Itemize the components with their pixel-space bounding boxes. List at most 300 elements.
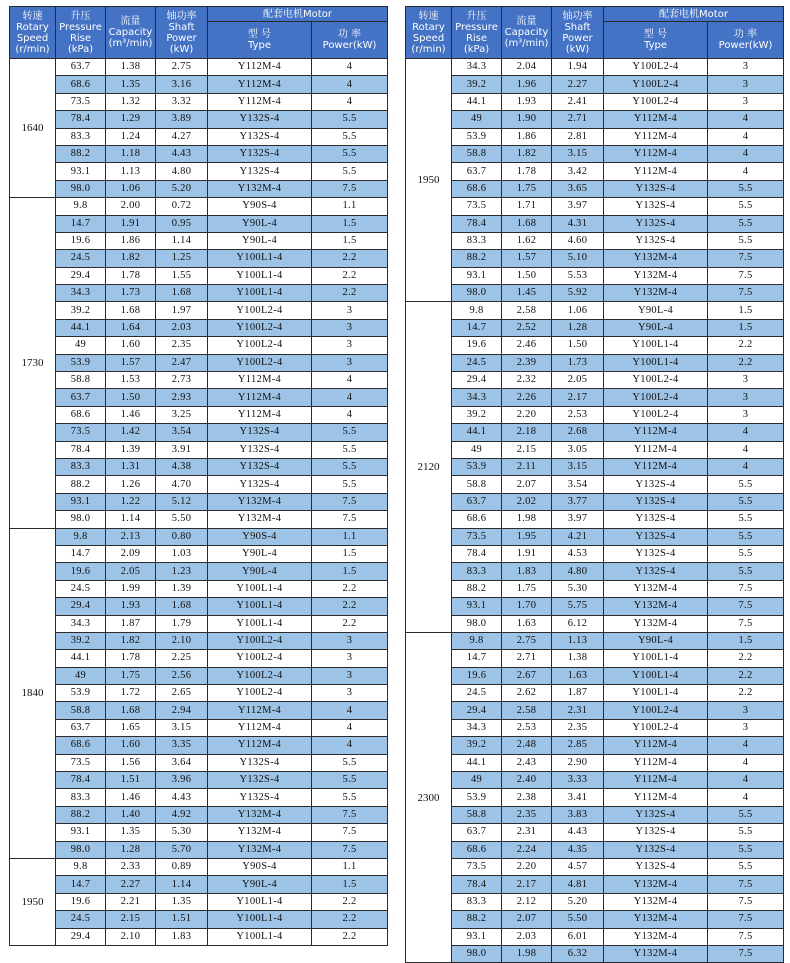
pressure-cell: 44.1 <box>452 424 502 441</box>
pressure-cell: 53.9 <box>452 458 502 475</box>
motor-type-cell: Y90S-4 <box>208 198 312 215</box>
capacity-cell: 2.71 <box>502 650 552 667</box>
pressure-cell: 24.5 <box>56 580 106 597</box>
table-row <box>10 615 388 632</box>
motor-power-cell: 1.5 <box>708 632 784 649</box>
pressure-cell: 19.6 <box>56 893 106 910</box>
capacity-cell: 1.60 <box>106 737 156 754</box>
header-line: Speed <box>412 32 445 44</box>
motor-type-cell: Y112M-4 <box>604 145 708 162</box>
table-row <box>406 406 784 423</box>
motor-power-cell: 2.2 <box>708 354 784 371</box>
capacity-cell: 1.56 <box>106 754 156 771</box>
capacity-cell: 1.82 <box>502 145 552 162</box>
capacity-cell: 1.50 <box>502 267 552 284</box>
motor-type-cell: Y100L2-4 <box>604 59 708 76</box>
capacity-cell: 1.42 <box>106 424 156 441</box>
motor-type-cell: Y132S-4 <box>208 772 312 789</box>
pressure-cell: 98.0 <box>56 180 106 197</box>
header-line: Power <box>562 32 593 44</box>
pressure-cell: 68.6 <box>452 841 502 858</box>
pressure-cell: 34.3 <box>56 285 106 302</box>
motor-type-cell: Y100L1-4 <box>604 354 708 371</box>
shaft-power-cell: 4.43 <box>156 145 208 162</box>
capacity-cell: 1.06 <box>106 180 156 197</box>
table-row <box>406 893 784 910</box>
shaft-power-cell: 4.38 <box>156 458 208 475</box>
capacity-cell: 2.43 <box>502 754 552 771</box>
pressure-cell: 39.2 <box>452 406 502 423</box>
motor-type-cell: Y100L1-4 <box>604 667 708 684</box>
capacity-cell: 2.15 <box>106 911 156 928</box>
table-row <box>10 250 388 267</box>
motor-power-cell: 4 <box>708 772 784 789</box>
motor-power-cell: 1.5 <box>312 876 388 893</box>
pressure-cell: 44.1 <box>452 93 502 110</box>
motor-type-cell: Y100L2-4 <box>208 685 312 702</box>
pressure-cell: 98.0 <box>56 841 106 858</box>
motor-power-cell: 1.5 <box>708 302 784 319</box>
shaft-power-cell: 1.83 <box>156 928 208 945</box>
capacity-cell: 2.04 <box>502 59 552 76</box>
motor-type-cell: Y100L1-4 <box>208 911 312 928</box>
pressure-cell: 73.5 <box>56 424 106 441</box>
motor-power-cell: 2.2 <box>312 285 388 302</box>
table-row <box>10 650 388 667</box>
shaft-power-cell: 2.56 <box>156 667 208 684</box>
motor-type-cell: Y100L2-4 <box>604 372 708 389</box>
motor-power-cell: 7.5 <box>708 580 784 597</box>
motor-type-cell: Y100L2-4 <box>208 319 312 336</box>
motor-power-cell: 4 <box>312 702 388 719</box>
motor-type-cell: Y112M-4 <box>208 719 312 736</box>
table-row <box>10 476 388 493</box>
motor-type-cell: Y100L1-4 <box>604 337 708 354</box>
shaft-power-cell: 1.35 <box>156 893 208 910</box>
motor-power-cell: 2.2 <box>312 893 388 910</box>
capacity-cell: 1.96 <box>502 76 552 93</box>
capacity-cell: 1.32 <box>106 93 156 110</box>
shaft-power-cell: 0.95 <box>156 215 208 232</box>
motor-type-cell: Y132S-4 <box>604 858 708 875</box>
table-row <box>406 59 784 76</box>
capacity-cell: 1.22 <box>106 493 156 510</box>
table-row <box>10 493 388 510</box>
capacity-cell: 2.00 <box>106 198 156 215</box>
motor-type-cell: Y132S-4 <box>208 424 312 441</box>
right-performance-table <box>405 6 784 963</box>
motor-type-cell: Y132S-4 <box>208 145 312 162</box>
table-row <box>10 267 388 284</box>
shaft-power-cell: 2.17 <box>552 389 604 406</box>
motor-power-cell: 3 <box>312 650 388 667</box>
pressure-cell: 93.1 <box>452 928 502 945</box>
motor-type-cell: Y132S-4 <box>604 545 708 562</box>
motor-power-header <box>312 22 388 59</box>
motor-power-cell: 2.2 <box>708 650 784 667</box>
table-row <box>406 928 784 945</box>
capacity-cell: 1.86 <box>106 232 156 249</box>
header-line: Type <box>644 40 667 51</box>
header-line: Type <box>248 40 271 51</box>
motor-power-cell: 3 <box>312 632 388 649</box>
shaft-power-header <box>156 7 208 59</box>
shaft-power-cell: 2.41 <box>552 93 604 110</box>
shaft-power-cell: 2.68 <box>552 424 604 441</box>
table-row <box>10 893 388 910</box>
motor-type-cell: Y112M-4 <box>604 163 708 180</box>
motor-type-cell: Y132S-4 <box>604 824 708 841</box>
capacity-cell: 2.67 <box>502 667 552 684</box>
table-row <box>406 372 784 389</box>
table-row <box>406 319 784 336</box>
motor-power-cell: 5.5 <box>312 111 388 128</box>
motor-type-cell: Y100L1-4 <box>208 285 312 302</box>
table-row <box>10 285 388 302</box>
table-row <box>406 632 784 649</box>
table-row <box>10 632 388 649</box>
capacity-cell: 1.78 <box>106 650 156 667</box>
capacity-cell: 2.15 <box>502 441 552 458</box>
pressure-cell: 19.6 <box>56 563 106 580</box>
motor-power-cell: 5.5 <box>708 806 784 823</box>
motor-type-cell: Y100L2-4 <box>604 389 708 406</box>
capacity-cell: 2.58 <box>502 702 552 719</box>
motor-power-cell: 5.5 <box>708 232 784 249</box>
motor-type-cell: Y132S-4 <box>208 789 312 806</box>
pressure-cell: 58.8 <box>452 806 502 823</box>
pressure-cell: 73.5 <box>452 528 502 545</box>
table-row <box>406 93 784 110</box>
table-row <box>406 111 784 128</box>
table-row <box>10 719 388 736</box>
pressure-cell: 14.7 <box>56 545 106 562</box>
shaft-power-cell: 5.10 <box>552 250 604 267</box>
capacity-cell: 1.82 <box>106 632 156 649</box>
pressure-cell: 49 <box>452 772 502 789</box>
motor-power-cell: 4 <box>708 111 784 128</box>
capacity-cell: 1.40 <box>106 806 156 823</box>
capacity-cell: 1.73 <box>106 285 156 302</box>
capacity-header <box>502 7 552 59</box>
motor-type-cell: Y112M-4 <box>208 389 312 406</box>
capacity-cell: 1.95 <box>502 528 552 545</box>
table-row <box>406 493 784 510</box>
shaft-power-cell: 1.14 <box>156 876 208 893</box>
shaft-power-cell: 4.92 <box>156 806 208 823</box>
motor-power-cell: 4 <box>708 458 784 475</box>
motor-type-cell: Y90L-4 <box>604 632 708 649</box>
shaft-power-cell: 2.03 <box>156 319 208 336</box>
pressure-cell: 93.1 <box>56 163 106 180</box>
motor-type-cell: Y112M-4 <box>604 458 708 475</box>
table-row <box>10 702 388 719</box>
shaft-power-cell: 3.64 <box>156 754 208 771</box>
capacity-cell: 2.32 <box>502 372 552 389</box>
motor-power-cell: 7.5 <box>708 285 784 302</box>
motor-power-cell: 2.2 <box>312 580 388 597</box>
header-line: (r/min) <box>411 43 446 55</box>
pressure-cell: 39.2 <box>56 632 106 649</box>
motor-type-cell: Y100L2-4 <box>208 632 312 649</box>
motor-power-cell: 5.5 <box>312 458 388 475</box>
shaft-power-cell: 5.70 <box>156 841 208 858</box>
motor-power-cell: 1.5 <box>312 563 388 580</box>
motor-type-cell: Y112M-4 <box>604 128 708 145</box>
header-line: 转速 <box>418 10 439 22</box>
pressure-cell: 68.6 <box>452 180 502 197</box>
motor-type-cell: Y132M-4 <box>604 598 708 615</box>
capacity-cell: 1.68 <box>106 702 156 719</box>
pressure-cell: 29.4 <box>56 267 106 284</box>
capacity-cell: 2.35 <box>502 806 552 823</box>
capacity-cell: 2.27 <box>106 876 156 893</box>
capacity-cell: 1.57 <box>106 354 156 371</box>
table-row <box>406 232 784 249</box>
motor-power-cell: 4 <box>312 719 388 736</box>
header-line: 轴功率 <box>166 10 197 22</box>
pressure-cell: 9.8 <box>56 528 106 545</box>
motor-type-cell: Y100L2-4 <box>208 302 312 319</box>
pressure-cell: 58.8 <box>56 702 106 719</box>
table-row <box>10 858 388 875</box>
pressure-cell: 14.7 <box>56 215 106 232</box>
shaft-power-cell: 2.71 <box>552 111 604 128</box>
motor-power-cell: 7.5 <box>312 841 388 858</box>
shaft-power-cell: 3.15 <box>552 145 604 162</box>
motor-type-cell: Y100L1-4 <box>604 650 708 667</box>
shaft-power-cell: 1.68 <box>156 598 208 615</box>
capacity-cell: 2.11 <box>502 458 552 475</box>
shaft-power-cell: 3.25 <box>156 406 208 423</box>
shaft-power-cell: 3.35 <box>156 737 208 754</box>
motor-power-cell: 5.5 <box>708 824 784 841</box>
capacity-cell: 2.31 <box>502 824 552 841</box>
motor-type-cell: Y100L2-4 <box>208 354 312 371</box>
capacity-cell: 1.35 <box>106 824 156 841</box>
shaft-power-cell: 5.50 <box>552 911 604 928</box>
shaft-power-cell: 1.68 <box>156 285 208 302</box>
pressure-cell: 24.5 <box>452 685 502 702</box>
header-line: Shaft <box>564 21 591 33</box>
shaft-power-cell: 3.54 <box>552 476 604 493</box>
motor-type-header <box>604 22 708 59</box>
pressure-cell: 83.3 <box>56 458 106 475</box>
capacity-cell: 1.99 <box>106 580 156 597</box>
motor-type-cell: Y112M-4 <box>208 59 312 76</box>
motor-type-cell: Y132M-4 <box>604 580 708 597</box>
table-row <box>10 458 388 475</box>
motor-power-cell: 1.1 <box>312 858 388 875</box>
pressure-cell: 24.5 <box>452 354 502 371</box>
header-line: Rotary <box>16 21 49 33</box>
capacity-cell: 2.53 <box>502 719 552 736</box>
motor-power-cell: 4 <box>312 76 388 93</box>
pressure-cell: 68.6 <box>56 737 106 754</box>
pressure-cell: 29.4 <box>452 702 502 719</box>
motor-type-cell: Y112M-4 <box>604 424 708 441</box>
shaft-power-cell: 2.47 <box>156 354 208 371</box>
shaft-power-cell: 4.53 <box>552 545 604 562</box>
motor-power-cell: 7.5 <box>708 928 784 945</box>
shaft-power-cell: 3.83 <box>552 806 604 823</box>
motor-power-cell: 4 <box>708 145 784 162</box>
table-row <box>10 545 388 562</box>
header-line: Power <box>166 32 197 44</box>
shaft-power-cell: 5.53 <box>552 267 604 284</box>
pressure-cell: 83.3 <box>452 232 502 249</box>
shaft-power-cell: 6.32 <box>552 945 604 962</box>
motor-power-cell: 7.5 <box>312 493 388 510</box>
shaft-power-cell: 4.43 <box>552 824 604 841</box>
motor-power-cell: 2.2 <box>312 250 388 267</box>
header-line: 转速 <box>22 10 43 22</box>
shaft-power-cell: 1.06 <box>552 302 604 319</box>
motor-type-cell: Y132S-4 <box>208 458 312 475</box>
header-line: 功 率 <box>337 29 362 40</box>
shaft-power-cell: 3.96 <box>156 772 208 789</box>
table-row <box>406 772 784 789</box>
capacity-cell: 2.20 <box>502 406 552 423</box>
shaft-power-cell: 1.87 <box>552 685 604 702</box>
capacity-cell: 2.48 <box>502 737 552 754</box>
motor-type-cell: Y132M-4 <box>604 250 708 267</box>
motor-power-cell: 2.2 <box>312 598 388 615</box>
motor-power-cell: 7.5 <box>312 824 388 841</box>
motor-power-cell: 1.5 <box>312 215 388 232</box>
shaft-power-cell: 0.89 <box>156 858 208 875</box>
pressure-cell: 88.2 <box>452 580 502 597</box>
table-row <box>10 772 388 789</box>
table-row <box>406 685 784 702</box>
motor-type-cell: Y100L1-4 <box>604 685 708 702</box>
shaft-power-cell: 2.85 <box>552 737 604 754</box>
capacity-cell: 2.09 <box>106 545 156 562</box>
motor-type-cell: Y112M-4 <box>208 372 312 389</box>
pressure-cell: 83.3 <box>452 893 502 910</box>
shaft-power-cell: 2.65 <box>156 685 208 702</box>
table-row <box>406 424 784 441</box>
header-line: Pressure <box>59 21 102 33</box>
motor-type-cell: Y112M-4 <box>208 406 312 423</box>
table-row <box>10 145 388 162</box>
motor-power-cell: 4 <box>708 424 784 441</box>
shaft-power-cell: 1.63 <box>552 667 604 684</box>
table-row <box>406 128 784 145</box>
header-line: Shaft <box>168 21 195 33</box>
motor-type-cell: Y132S-4 <box>208 754 312 771</box>
motor-power-cell: 2.2 <box>708 337 784 354</box>
capacity-cell: 2.40 <box>502 772 552 789</box>
capacity-cell: 1.87 <box>106 615 156 632</box>
table-row <box>10 737 388 754</box>
capacity-cell: 2.05 <box>106 563 156 580</box>
capacity-cell: 1.98 <box>502 945 552 962</box>
table-row <box>10 441 388 458</box>
shaft-power-cell: 2.35 <box>552 719 604 736</box>
motor-power-cell: 7.5 <box>708 911 784 928</box>
shaft-power-cell: 2.10 <box>156 632 208 649</box>
capacity-cell: 1.35 <box>106 76 156 93</box>
motor-power-cell: 5.5 <box>312 163 388 180</box>
table-row <box>406 145 784 162</box>
pressure-cell: 68.6 <box>56 406 106 423</box>
shaft-power-cell: 4.35 <box>552 841 604 858</box>
pressure-cell: 63.7 <box>56 59 106 76</box>
capacity-cell: 2.52 <box>502 319 552 336</box>
capacity-cell: 2.07 <box>502 911 552 928</box>
capacity-cell: 1.68 <box>106 302 156 319</box>
capacity-cell: 1.18 <box>106 145 156 162</box>
pressure-cell: 39.2 <box>452 737 502 754</box>
motor-power-cell: 5.5 <box>708 528 784 545</box>
motor-power-cell: 4 <box>312 372 388 389</box>
table-row <box>10 128 388 145</box>
table-row <box>10 319 388 336</box>
table-row <box>406 285 784 302</box>
pressure-cell: 98.0 <box>56 511 106 528</box>
capacity-cell: 2.13 <box>106 528 156 545</box>
shaft-power-cell: 4.80 <box>156 163 208 180</box>
shaft-power-cell: 1.38 <box>552 650 604 667</box>
shaft-power-cell: 4.27 <box>156 128 208 145</box>
header-line: 流量 <box>120 16 141 27</box>
motor-power-cell: 7.5 <box>708 267 784 284</box>
capacity-cell: 2.58 <box>502 302 552 319</box>
capacity-cell: 1.50 <box>106 389 156 406</box>
motor-type-cell: Y90S-4 <box>208 858 312 875</box>
shaft-power-cell: 4.60 <box>552 232 604 249</box>
shaft-power-header <box>552 7 604 59</box>
shaft-power-cell: 3.54 <box>156 424 208 441</box>
motor-power-cell: 5.5 <box>312 424 388 441</box>
pressure-cell: 49 <box>452 111 502 128</box>
capacity-cell: 1.78 <box>502 163 552 180</box>
shaft-power-cell: 2.05 <box>552 372 604 389</box>
table-row <box>10 598 388 615</box>
motor-power-cell: 7.5 <box>312 180 388 197</box>
motor-type-cell: Y90S-4 <box>208 528 312 545</box>
table-row <box>406 250 784 267</box>
capacity-cell: 2.03 <box>502 928 552 945</box>
motor-type-cell: Y100L2-4 <box>208 650 312 667</box>
motor-type-cell: Y132S-4 <box>604 528 708 545</box>
motor-type-cell: Y90L-4 <box>208 563 312 580</box>
motor-type-cell: Y100L2-4 <box>604 406 708 423</box>
motor-type-cell: Y132S-4 <box>604 563 708 580</box>
pressure-cell: 34.3 <box>452 59 502 76</box>
shaft-power-cell: 1.03 <box>156 545 208 562</box>
pressure-cell: 73.5 <box>452 198 502 215</box>
shaft-power-cell: 1.39 <box>156 580 208 597</box>
motor-type-cell: Y132M-4 <box>604 267 708 284</box>
pressure-cell: 88.2 <box>56 806 106 823</box>
pressure-cell: 58.8 <box>56 372 106 389</box>
pressure-cell: 58.8 <box>452 145 502 162</box>
motor-power-cell: 3 <box>708 59 784 76</box>
motor-type-cell: Y100L1-4 <box>208 267 312 284</box>
motor-power-cell: 3 <box>312 319 388 336</box>
shaft-power-cell: 6.12 <box>552 615 604 632</box>
table-row <box>406 511 784 528</box>
table-row <box>10 76 388 93</box>
motor-type-cell: Y112M-4 <box>604 772 708 789</box>
table-row <box>10 372 388 389</box>
table-row <box>10 302 388 319</box>
motor-type-cell: Y100L1-4 <box>208 893 312 910</box>
table-row <box>10 93 388 110</box>
pressure-cell: 24.5 <box>56 911 106 928</box>
